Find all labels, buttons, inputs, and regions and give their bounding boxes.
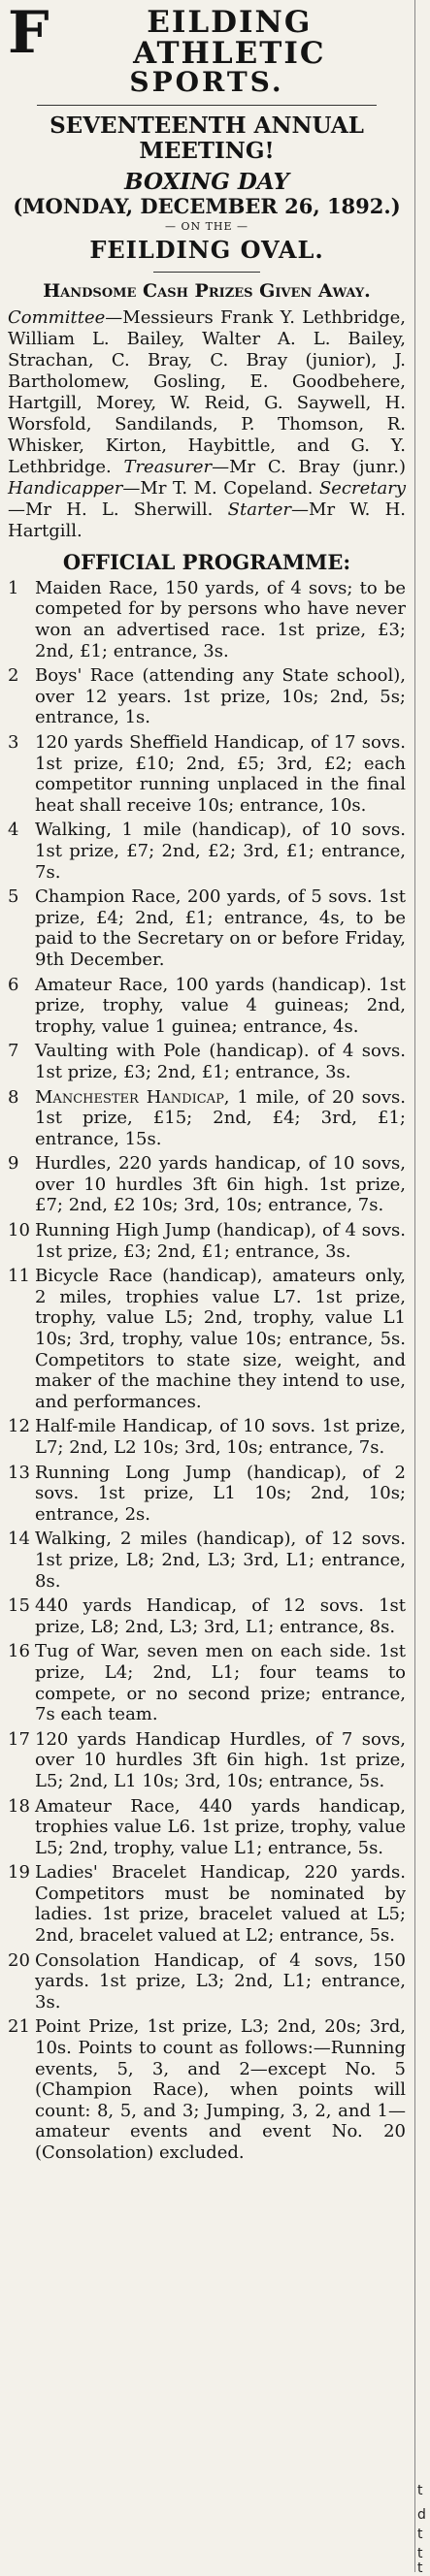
programme-event — [8, 820, 406, 883]
masthead-line-1: EILDING ATHLETIC — [133, 5, 326, 71]
event-description — [35, 1729, 406, 1792]
event-number: 9 — [8, 1153, 19, 1175]
event-description — [35, 886, 406, 970]
event-text: Tug of War, seven men on each side. 1st prize, L4; 2nd, L1; four teams to compete, or no second prize; entrance, 7s each team. — [35, 1641, 406, 1725]
programme-event — [8, 2016, 406, 2163]
programme-event — [8, 1529, 406, 1592]
event-text: Half-mile Handicap, of 10 sovs. 1st prize, L7; 2nd, L2 10s; 3rd, 10s; entrance, 7s. — [35, 1416, 406, 1458]
committee-members: —Messieurs Frank Y. Lethbridge, William L. Bailey, Walter A. L. Bailey, Strachan, C. Bray, C. Bray (junior), J. Bartholomew, Gosling, E. Goodbehere, Hartgill, Morey, W. Reid, G. Saywell, H. Worsfold, Sandilands, P. Thomson, R. Whisker, Kirton, Haybittle, and G. Y. Lethbridge. — [8, 307, 406, 478]
event-text: Vaulting with Pole (handicap). of 4 sovs. 1st prize, £3; 2nd, £1; entrance, 3s. — [35, 1041, 406, 1082]
event-number: 19 — [8, 1862, 30, 1884]
on-the-connector: — ON THE — — [164, 220, 249, 234]
divider — [37, 105, 377, 106]
programme-event — [8, 975, 406, 1038]
programme-event — [8, 1266, 406, 1412]
event-text: Bicycle Race (handicap), amateurs only, 2 miles, trophies value L7. 1st prize, trophy, value L5; 2nd, trophy, value L1 10s; 3rd, trophy, value 10s; entrance, 5s. Competitors to state size, weight, and maker of the machine they intend to use, and performances. — [35, 1266, 406, 1412]
event-text: Amateur Race, 440 yards handicap, trophies value L6. 1st prize, trophy, value L5; 2nd, trophy, value L1; entrance, 5s. — [35, 1795, 406, 1858]
event-number: 11 — [8, 1266, 30, 1287]
boxing-day-heading: BOXING DAY — [124, 169, 289, 196]
event-text: Running Long Jump (handicap), of 2 sovs. 1st prize, L1 10s; 2nd, 10s; entrance, 2s. — [35, 1462, 406, 1525]
event-number: 2 — [8, 665, 19, 687]
event-number: 14 — [8, 1529, 30, 1550]
event-description — [35, 1153, 406, 1216]
event-text: Hurdles, 220 yards handicap, of 10 sovs, over 10 hurdles 3ft 6in high. 1st prize, £7; 2nd, £2 10s; 3rd, 10s; entrance, 7s. — [35, 1153, 406, 1216]
event-number: 15 — [8, 1595, 30, 1617]
event-description — [35, 1220, 406, 1262]
event-text: Running High Jump (handicap), of 4 sovs. 1st prize, £3; 2nd, £1; entrance, 3s. — [35, 1220, 406, 1262]
programme-event — [8, 1153, 406, 1216]
event-number: 3 — [8, 732, 19, 753]
committee-paragraph — [8, 307, 406, 541]
event-number: 17 — [8, 1728, 30, 1750]
starter-label: Starter — [227, 499, 292, 520]
divider — [153, 272, 260, 273]
event-text: Maiden Race, 150 yards, of 4 sovs; to be competed for by persons who have never won an advertised race. 1st prize, £3; 2nd, £1; entrance, 3s. — [35, 577, 406, 661]
programme-event — [8, 1641, 406, 1724]
programme-event — [8, 1950, 406, 2013]
programme-event — [8, 1595, 406, 1637]
programme-event — [8, 1862, 406, 1946]
event-text: 120 yards Sheffield Handicap, of 17 sovs. 1st prize, £10; 2nd, £5; 3rd, £2; each competitor running unplaced in the final heat shall receive 10s; entrance, 10s. — [35, 732, 406, 816]
venue-heading: FEILDING OVAL. — [89, 236, 324, 265]
event-text: Champion Race, 200 yards, of 5 sovs. 1st prize, £4; 2nd, £1; entrance, 4s, to be paid to the Secretary on or before Friday, 9th December. — [35, 886, 406, 970]
event-description — [35, 732, 406, 816]
meeting-heading: SEVENTEENTH ANNUAL MEETING! — [50, 112, 364, 164]
event-number: 10 — [8, 1220, 30, 1241]
event-description — [35, 975, 406, 1038]
event-text: Amateur Race, 100 yards (handicap). 1st prize, trophy, value 4 guineas; 2nd, trophy, value 1 guinea; entrance, 4s. — [35, 974, 406, 1037]
event-text: Walking, 2 miles (handicap), of 12 sovs. 1st prize, L8; 2nd, L3; 3rd, L1; entrance, 8s. — [35, 1529, 406, 1592]
treasurer-name: —Mr C. Bray (junr.) — [212, 457, 406, 478]
adjacent-column-edge — [414, 0, 427, 2576]
masthead — [8, 0, 406, 99]
programme-event — [8, 578, 406, 661]
event-number: 16 — [8, 1641, 30, 1662]
programme-event — [8, 1220, 406, 1262]
prizes-heading: Handsome Cash Prizes Given Away. — [43, 280, 371, 303]
edge-glyph: d — [417, 2507, 426, 2523]
starter-name: —Mr W. H. Hartgill. — [8, 499, 406, 541]
event-text: 440 yards Handicap, of 12 sovs. 1st prize, L8; 2nd, L3; 3rd, L1; entrance, 8s. — [35, 1595, 406, 1637]
event-number: 12 — [8, 1416, 30, 1437]
event-text: Ladies' Bracelet Handicap, 220 yards. Competitors must be nominated by ladies. 1st prize, bracelet valued at L5; 2nd, bracelet valued at L2; entrance, 5s. — [35, 1862, 406, 1947]
event-number: 1 — [8, 577, 19, 598]
secretary-name: —Mr H. L. Sherwill. — [8, 499, 214, 520]
masthead-dropcap: F — [8, 0, 50, 67]
event-description — [35, 1266, 406, 1412]
edge-glyph: t — [417, 2483, 423, 2498]
secretary-label: Secretary — [318, 477, 406, 499]
event-number: 4 — [8, 820, 19, 841]
committee-label: Committee — [8, 307, 106, 329]
programme-events — [8, 578, 406, 2164]
event-text: 120 yards Handicap Hurdles, of 7 sovs, over 10 hurdles 3ft 6in high. 1st prize, L5; 2nd, L1 10s; 3rd, 10s; entrance, 5s. — [35, 1728, 406, 1791]
event-text: 1 mile, of 20 sovs. 1st prize, £15; 2nd, £4; 3rd, £1; entrance, 15s. — [35, 1086, 407, 1149]
event-description — [35, 1087, 406, 1150]
event-description — [35, 665, 406, 728]
event-description — [35, 1796, 406, 1859]
handicapper-name: —Mr T. M. Copeland. — [122, 477, 314, 499]
event-text: Consolation Handicap, of 4 sovs, 150 yards. 1st prize, L3; 2nd, L1; entrance, 3s. — [35, 1949, 406, 2012]
event-number: 6 — [8, 974, 19, 995]
event-number: 21 — [8, 2016, 30, 2038]
event-description — [35, 1950, 406, 2013]
event-description — [35, 820, 406, 883]
event-date: (MONDAY, DECEMBER 26, 1892.) — [13, 194, 401, 219]
masthead-line-2: SPORTS. — [129, 66, 284, 99]
event-number: 5 — [8, 886, 19, 908]
event-description — [35, 2016, 406, 2163]
edge-glyph: t — [417, 2546, 423, 2561]
event-description — [35, 578, 406, 661]
event-description — [35, 1529, 406, 1592]
event-description — [35, 1862, 406, 1946]
event-text: Boys' Race (attending any State school), over 12 years. 1st prize, 10s; 2nd, 5s; entrance, 1s. — [35, 665, 406, 728]
programme-event — [8, 732, 406, 816]
programme-event — [8, 1416, 406, 1458]
event-number: 13 — [8, 1462, 30, 1483]
event-number: 8 — [8, 1086, 19, 1108]
event-text: Point Prize, 1st prize, L3; 2nd, 20s; 3rd, 10s. Points to count as follows:—Running events, 5, 3, and 2—except No. 5 (Champion Race), when points will count: 8, 5, and 3; Jumping, 3, 2, and 1—amateur events and event No. 20 (Consolation) excluded. — [35, 2016, 406, 2163]
programme-event — [8, 886, 406, 970]
edge-glyph: t — [417, 2527, 423, 2542]
event-description — [35, 1416, 406, 1458]
programme-event — [8, 1796, 406, 1859]
event-number: 20 — [8, 1949, 30, 1971]
programme-event — [8, 1041, 406, 1082]
event-number: 18 — [8, 1795, 30, 1817]
programme-heading: OFFICIAL PROGRAMME: — [62, 549, 351, 574]
programme-event — [8, 1729, 406, 1792]
treasurer-label: Treasurer — [123, 457, 213, 478]
event-title: Manchester Handicap, — [35, 1086, 230, 1108]
handicapper-label: Handicapper — [8, 477, 123, 499]
event-description — [35, 1463, 406, 1526]
event-description — [35, 1595, 406, 1637]
event-text: Walking, 1 mile (handicap), of 10 sovs. 1st prize, £7; 2nd, £2; 3rd, £1; entrance, 7s. — [35, 820, 406, 883]
advertisement-column — [8, 0, 407, 2164]
event-description — [35, 1041, 406, 1082]
event-description — [35, 1641, 406, 1724]
programme-event — [8, 665, 406, 728]
event-number: 7 — [8, 1041, 19, 1062]
programme-event — [8, 1087, 406, 1150]
programme-event — [8, 1463, 406, 1526]
edge-glyph: t — [417, 2560, 423, 2576]
